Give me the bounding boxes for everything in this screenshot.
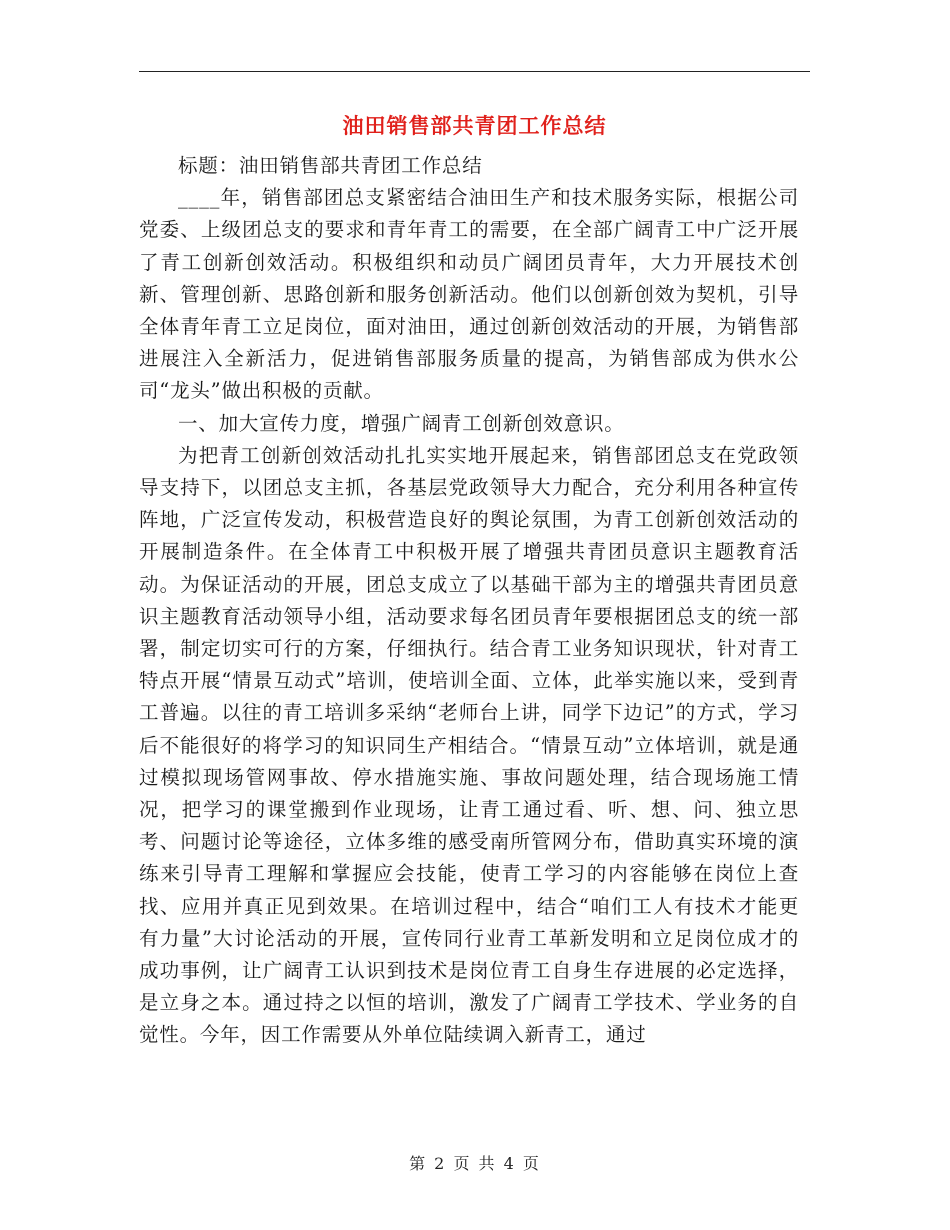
intro-paragraph: ____年，销售部团总支紧密结合油田生产和技术服务实际，根据公司党委、上级团总支的要求和青年青工的需要，在全部广阔青工中广泛开展了青工创新创效活动。积极组织和动员广阔团员青年，大力开展技术创新、管理创新、思路创新和服务创新活动。他们以创新创效为契机，引导全体青年青工立足岗位，面对油田，通过创新创效活动的开展，为销售部进展注入全新活力，促进销售部服务质量的提高，为销售部成为供水公司“龙头”做出积极的贡献。 (139, 186, 799, 403)
section-heading: 一、加大宣传力度，增强广阔青工创新创效意识。 (178, 411, 625, 435)
document-body (139, 150, 799, 1052)
document-title: 油田销售部共青团工作总结 (342, 114, 607, 138)
body-paragraph: 为把青工创新创效活动扎扎实实地开展起来，销售部团总支在党政领导支持下，以团总支主抓，各基层党政领导大力配合，充分利用各种宣传阵地，广泛宣传发动，积极营造良好的舆论氛围，为青工创新创效活动的开展制造条件。在全体青工中积极开展了增强共青团员意识主题教育活动。为保证活动的开展，团总支成立了以基础干部为主的增强共青团员意识主题教育活动领导小组，活动要求每名团员青年要根据团总支的统一部署，制定切实可行的方案，仔细执行。结合青工业务知识现状，针对青工特点开展“情景互动式”培训，使培训全面、立体，此举实施以来，受到青工普遍。以往的青工培训多采纳“老师台上讲，同学下边记”的方式，学习后不能很好的将学习的知识同生产相结合。“情景互动”立体培训，就是通过模拟现场管网事故、停水措施实施、事故问题处理，结合现场施工情况，把学习的课堂搬到作业现场，让青工通过看、听、想、问、独立思考、问题讨论等途径，立体多维的感受南所管网分布，借助真实环境的演练来引导青工理解和掌握应会技能，使青工学习的内容能够在岗位上查找、应用并真正见到效果。在培训过程中，结合“咱们工人有技术才能更有力量”大讨论活动的开展，宣传同行业青工革新发明和立足岗位成才的成功事例，让广阔青工认识到技术是岗位青工自身生存进展的必定选择，是立身之本。通过持之以恒的培训，激发了广阔青工学技术、学业务的自觉性。今年，因工作需要从外单位陆续调入新青工，通过 (139, 443, 799, 1047)
page-footer: 第 2 页 共 4 页 (409, 1154, 541, 1173)
header-rule (139, 71, 810, 72)
subtitle-paragraph: 标题：油田销售部共青团工作总结 (178, 154, 483, 177)
